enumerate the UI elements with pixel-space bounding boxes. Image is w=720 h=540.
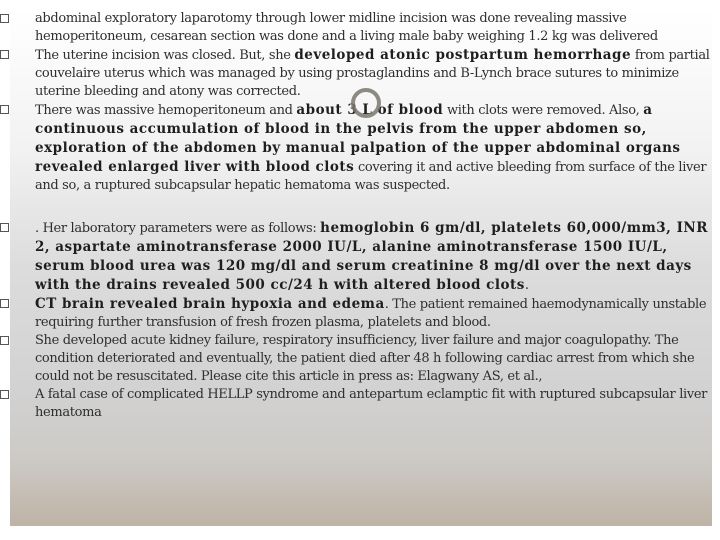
bullet-item — [10, 10, 712, 46]
bullet-list — [10, 10, 712, 422]
text-segment: with clots were removed. Also, — [443, 103, 644, 118]
bullet-text — [35, 387, 707, 420]
text-segment: A fatal case of complicated HELLP syndrome and antepartum eclamptic fit with ruptured subcapsular liver hematoma — [35, 387, 708, 420]
bullet-text — [35, 297, 706, 330]
text-segment: The uterine incision was closed. But, she — [35, 48, 295, 63]
bullet-item — [10, 332, 712, 386]
emphasis-segment: a continuous accumulation of blood in the pelvis from the upper abdomen so, exploration of the abdomen by manual palpation of the upper abdominal organs revealed enlarged liver with blood clots — [35, 102, 681, 175]
checkbox-bullet-icon — [0, 223, 9, 232]
emphasis-segment: developed atonic postpartum hemorrhage — [294, 47, 632, 63]
text-segment: abdominal exploratory laparotomy through lower midline incision was done revealing massive hemoperitoneum, cesarean section was done and a living male baby weighing 1.2 kg was delivered — [35, 11, 658, 44]
bullet-item — [10, 295, 712, 332]
emphasis-segment: hemoglobin 6 gm/dl, platelets 60,000/mm3, INR 2, aspartate aminotransferase 2000 IU/L, alanine aminotransferase 1500 IU/L, serum blood urea was 120 mg/dl and serum creatinine 8 mg/dl over the next days with the drains revealed 500 cc/24 h with altered blood clots — [35, 220, 708, 293]
bullet-text — [35, 333, 694, 384]
checkbox-bullet-icon — [0, 390, 9, 399]
bullet-item — [10, 386, 712, 422]
text-segment: She developed acute kidney failure, respiratory insufficiency, liver failure and major coagulopathy. The condition deteriorated and eventually, the patient died after 48 h following cardiac arrest from which she could not be resuscitated. Please cite this article in press as: Elagwany AS, et al., — [35, 333, 695, 384]
text-segment: . — [524, 278, 529, 293]
text-segment: There was massive hemoperitoneum and — [35, 103, 297, 118]
bullet-text — [35, 11, 658, 44]
circle-marker-icon — [351, 88, 381, 118]
emphasis-segment: CT brain revealed brain hypoxia and edema — [35, 296, 385, 312]
bullet-text — [35, 221, 708, 293]
text-segment: . Her laboratory parameters were as follows: — [35, 221, 321, 236]
checkbox-bullet-icon — [0, 299, 9, 308]
text-segment: from partial couvelaire uterus which was managed by using prostaglandins and B-Lynch brace sutures to minimize uterine bleeding and atony was corrected. — [35, 48, 710, 99]
bullet-item — [10, 219, 712, 295]
emphasis-segment: about 3 L of blood — [296, 102, 444, 118]
text-segment: covering it and active bleeding from surface of the liver and so, a ruptured subcapsular hepatic hematoma was suspected. — [35, 160, 707, 193]
checkbox-bullet-icon — [0, 336, 9, 345]
slide — [10, 8, 712, 526]
checkbox-bullet-icon — [0, 14, 9, 23]
checkbox-bullet-icon — [0, 50, 9, 59]
text-segment: . The patient remained haemodynamically unstable requiring further transfusion of fresh frozen plasma, platelets and blood. — [35, 297, 707, 330]
checkbox-bullet-icon — [0, 105, 9, 114]
